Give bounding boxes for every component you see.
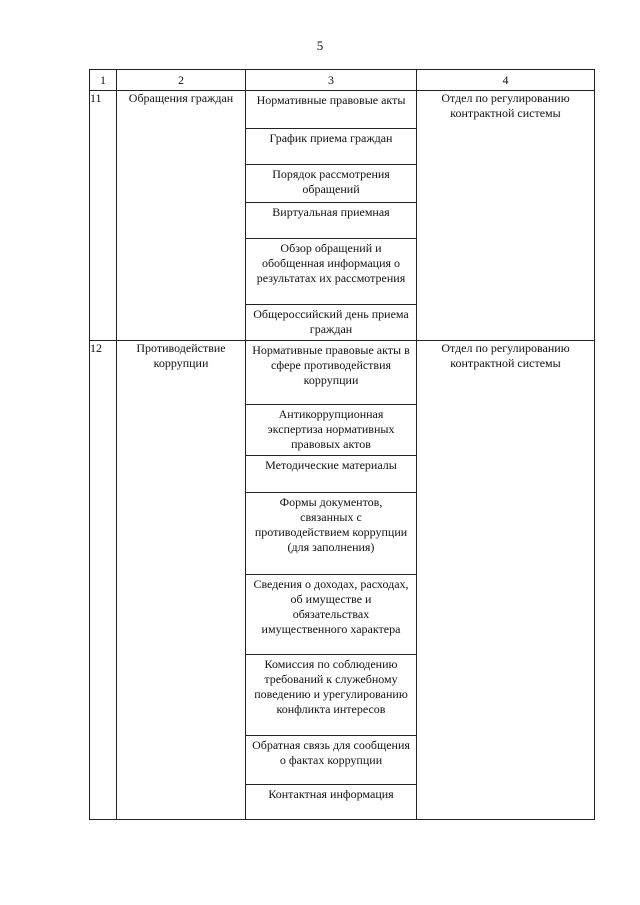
section-name: Противодействие коррупции (117, 341, 246, 820)
subsection-item: Обзор обращений и обобщенная информация о результатах их рассмотрения (246, 239, 416, 305)
header-cell: 3 (246, 70, 417, 91)
table-row (90, 91, 595, 341)
document-table (89, 69, 595, 820)
header-cell: 2 (117, 70, 246, 91)
header-row (90, 70, 595, 91)
subsection-item: Формы документов, связанных с противодействием коррупции (для заполнения) (246, 493, 416, 575)
subsection-item: Обратная связь для сообщения о фактах коррупции (246, 736, 416, 785)
subsection-item: График приема граждан (246, 129, 416, 165)
subsection-item: Виртуальная приемная (246, 203, 416, 239)
subsection-item: Контактная информация (268, 787, 394, 801)
subsection-item: Нормативные правовые акты (246, 91, 416, 129)
department-name: Отдел по регулированию контрактной системы (417, 341, 595, 820)
subsection-list (246, 91, 417, 341)
subsection-item: Общероссийский день приема граждан (253, 307, 409, 336)
subsection-item: Антикоррупционная экспертиза нормативных правовых актов (246, 405, 416, 456)
subsection-item: Порядок рассмотрения обращений (246, 165, 416, 203)
row-number: 12 (90, 341, 117, 820)
table-row (90, 341, 595, 820)
subsection-list (246, 341, 417, 820)
subsection-item: Методические материалы (246, 456, 416, 493)
section-name: Обращения граждан (117, 91, 246, 341)
subsection-item: Комиссия по соблюдению требований к служебному поведению и урегулированию конфликта интересов (246, 655, 416, 736)
header-cell: 1 (90, 70, 117, 91)
subsection-item: Нормативные правовые акты в сфере противодействия коррупции (246, 341, 416, 405)
header-cell: 4 (417, 70, 595, 91)
page-number: 5 (316, 38, 324, 53)
row-number: 11 (90, 91, 117, 341)
subsection-item: Сведения о доходах, расходах, об имуществе и обязательствах имущественного характера (246, 575, 416, 655)
department-name: Отдел по регулированию контрактной системы (417, 91, 595, 341)
